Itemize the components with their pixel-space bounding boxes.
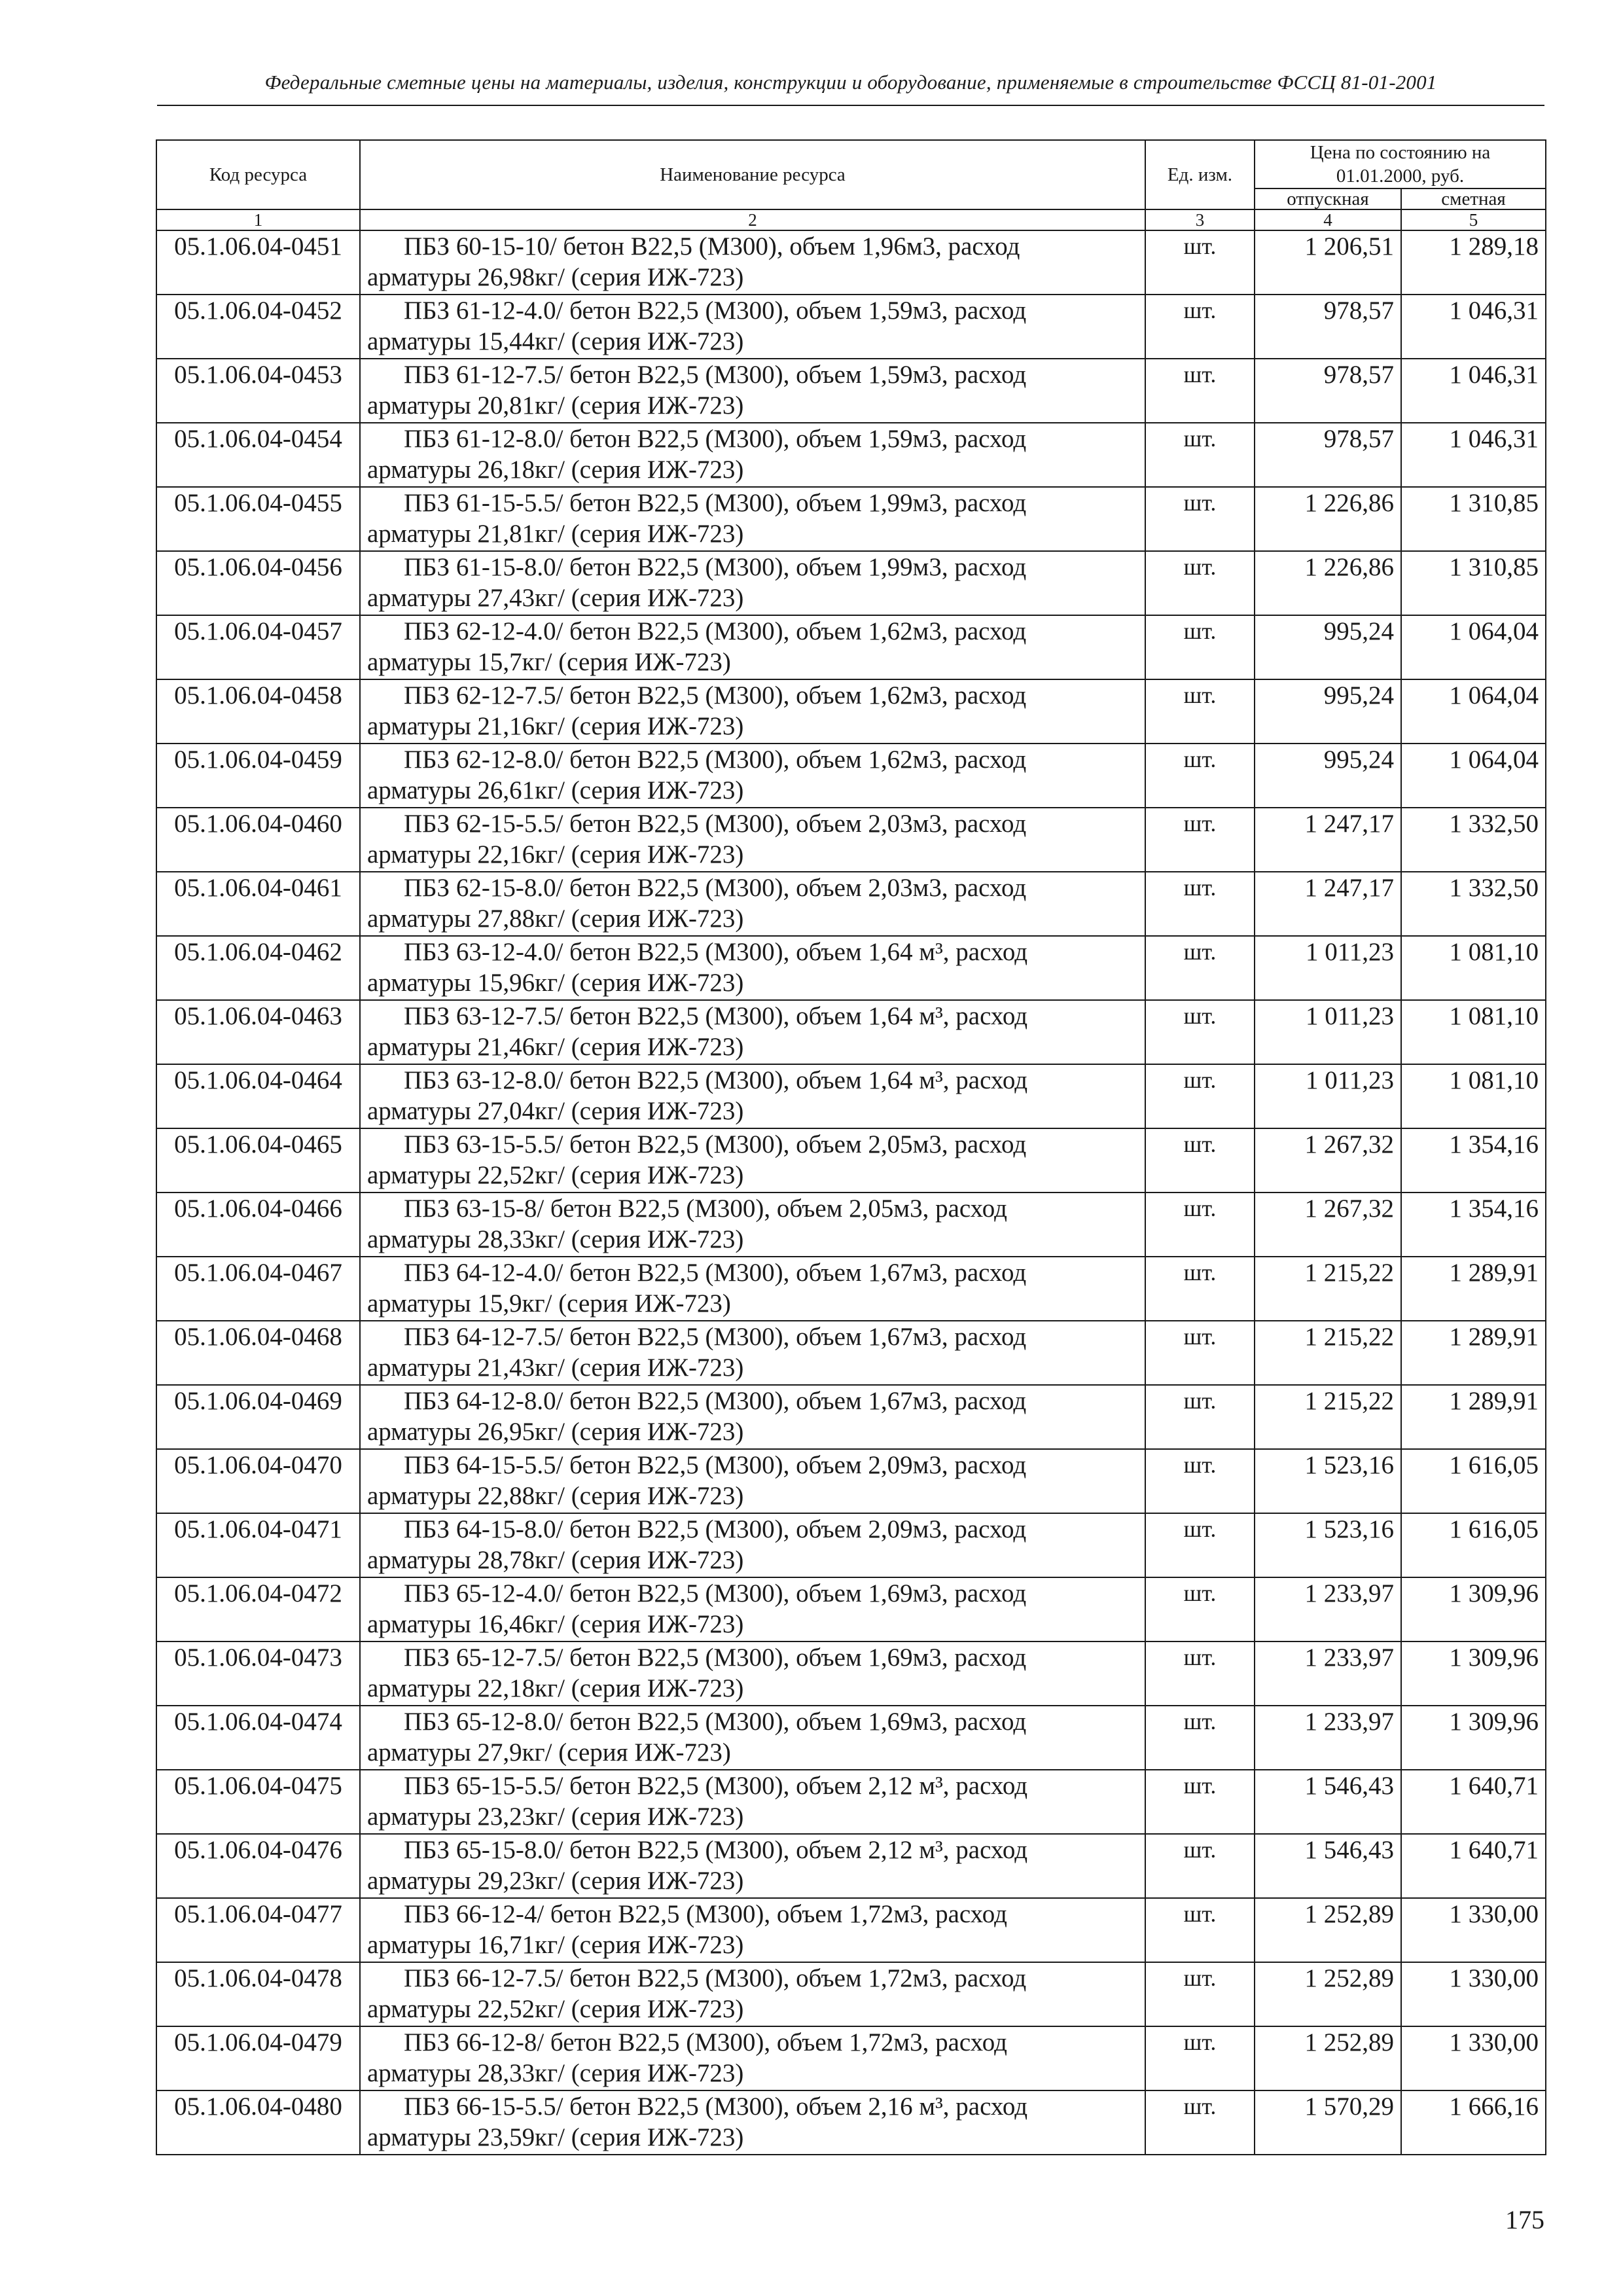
resource-code: 05.1.06.04-0468 [156,1321,360,1385]
column-number: 3 [1145,209,1255,230]
estimate-price: 1 354,16 [1401,1128,1546,1193]
resource-name [360,2026,1145,2090]
resource-name [360,1513,1145,1577]
unit: шт. [1145,1257,1255,1321]
resource-code: 05.1.06.04-0472 [156,1577,360,1641]
resource-name-line1: ПБЗ 64-15-8.0/ бетон В22,5 (М300), объем 2,09м3, расход [404,1515,1027,1543]
resource-code: 05.1.06.04-0460 [156,808,360,872]
unit: шт. [1145,1898,1255,1962]
release-price: 1 226,86 [1255,487,1401,551]
estimate-price: 1 616,05 [1401,1449,1546,1513]
estimate-price: 1 310,85 [1401,487,1546,551]
unit: шт. [1145,1706,1255,1770]
unit: шт. [1145,1962,1255,2026]
resource-name-line1: ПБЗ 62-12-4.0/ бетон В22,5 (М300), объем 1,62м3, расход [404,617,1027,645]
table-row [156,872,1546,936]
estimate-price: 1 064,04 [1401,615,1546,679]
release-price: 1 206,51 [1255,230,1401,295]
resource-code: 05.1.06.04-0465 [156,1128,360,1193]
unit: шт. [1145,1770,1255,1834]
unit: шт. [1145,679,1255,744]
estimate-price: 1 666,16 [1401,2090,1546,2155]
resource-code: 05.1.06.04-0475 [156,1770,360,1834]
resource-name [360,1321,1145,1385]
release-price: 978,57 [1255,359,1401,423]
resource-code: 05.1.06.04-0456 [156,551,360,615]
resource-name-line2: арматуры 21,16кг/ (серия ИЖ-723) [367,712,744,740]
estimate-price: 1 310,85 [1401,551,1546,615]
page-number: 175 [1505,2205,1544,2234]
resource-code: 05.1.06.04-0453 [156,359,360,423]
resource-name-line1: ПБЗ 66-12-8/ бетон В22,5 (М300), объем 1,72м3, расход [404,2028,1007,2056]
unit: шт. [1145,423,1255,487]
resource-name-line2: арматуры 22,88кг/ (серия ИЖ-723) [367,1482,744,1510]
estimate-price: 1 330,00 [1401,2026,1546,2090]
resource-code: 05.1.06.04-0480 [156,2090,360,2155]
table-row [156,359,1546,423]
release-price: 1 233,97 [1255,1706,1401,1770]
resource-name-line2: арматуры 27,04кг/ (серия ИЖ-723) [367,1097,744,1125]
release-price: 1 233,97 [1255,1641,1401,1706]
header-release-price: отпускная [1255,188,1401,209]
unit: шт. [1145,1385,1255,1449]
resource-name [360,1770,1145,1834]
resource-name [360,808,1145,872]
column-number: 1 [156,209,360,230]
table-row [156,1513,1546,1577]
resource-name-line1: ПБЗ 63-12-7.5/ бетон В22,5 (М300), объем 1,64 м³, расход [404,1002,1028,1030]
resource-code: 05.1.06.04-0477 [156,1898,360,1962]
estimate-price: 1 081,10 [1401,1064,1546,1128]
resource-code: 05.1.06.04-0462 [156,936,360,1000]
resource-name-line2: арматуры 16,71кг/ (серия ИЖ-723) [367,1931,744,1959]
table-row [156,1385,1546,1449]
table-row [156,1257,1546,1321]
unit: шт. [1145,1000,1255,1064]
resource-name-line1: ПБЗ 63-15-8/ бетон В22,5 (М300), объем 2,05м3, расход [404,1194,1007,1223]
estimate-price: 1 046,31 [1401,295,1546,359]
column-number: 5 [1401,209,1546,230]
resource-code: 05.1.06.04-0464 [156,1064,360,1128]
release-price: 1 011,23 [1255,1064,1401,1128]
estimate-price: 1 330,00 [1401,1898,1546,1962]
resource-name-line1: ПБЗ 63-12-8.0/ бетон В22,5 (М300), объем 1,64 м³, расход [404,1066,1028,1094]
resource-name-line2: арматуры 21,46кг/ (серия ИЖ-723) [367,1033,744,1061]
unit: шт. [1145,872,1255,936]
unit: шт. [1145,1641,1255,1706]
release-price: 1 247,17 [1255,872,1401,936]
release-price: 1 215,22 [1255,1257,1401,1321]
resource-name [360,295,1145,359]
table-row [156,1449,1546,1513]
estimate-price: 1 289,91 [1401,1385,1546,1449]
unit: шт. [1145,1321,1255,1385]
resource-name [360,1641,1145,1706]
resource-name-line2: арматуры 22,16кг/ (серия ИЖ-723) [367,840,744,869]
resource-name-line1: ПБЗ 64-12-4.0/ бетон В22,5 (М300), объем 1,67м3, расход [404,1259,1027,1287]
estimate-price: 1 640,71 [1401,1770,1546,1834]
column-number: 2 [360,209,1145,230]
unit: шт. [1145,808,1255,872]
table-row [156,1770,1546,1834]
resource-name-line1: ПБЗ 62-15-5.5/ бетон В22,5 (М300), объем 2,03м3, расход [404,810,1027,838]
resource-name [360,615,1145,679]
resource-name-line2: арматуры 28,33кг/ (серия ИЖ-723) [367,1225,744,1253]
table-header [156,140,1546,230]
unit: шт. [1145,1513,1255,1577]
price-table [156,139,1546,2155]
table-row [156,1128,1546,1193]
resource-name-line2: арматуры 22,18кг/ (серия ИЖ-723) [367,1674,744,1702]
resource-name [360,1385,1145,1449]
estimate-price: 1 354,16 [1401,1193,1546,1257]
resource-name-line2: арматуры 20,81кг/ (серия ИЖ-723) [367,391,744,420]
unit: шт. [1145,1577,1255,1641]
resource-name-line1: ПБЗ 64-12-8.0/ бетон В22,5 (М300), объем 1,67м3, расход [404,1387,1027,1415]
unit: шт. [1145,1834,1255,1898]
resource-code: 05.1.06.04-0458 [156,679,360,744]
resource-code: 05.1.06.04-0471 [156,1513,360,1577]
table-row [156,230,1546,295]
resource-code: 05.1.06.04-0466 [156,1193,360,1257]
table-row [156,1834,1546,1898]
resource-name [360,1064,1145,1128]
resource-name-line2: арматуры 22,52кг/ (серия ИЖ-723) [367,1161,744,1189]
release-price: 1 252,89 [1255,2026,1401,2090]
resource-name [360,1128,1145,1193]
table-body [156,230,1546,2155]
release-price: 1 267,32 [1255,1193,1401,1257]
resource-name-line2: арматуры 28,33кг/ (серия ИЖ-723) [367,2059,744,2087]
estimate-price: 1 289,91 [1401,1257,1546,1321]
resource-name [360,872,1145,936]
resource-code: 05.1.06.04-0479 [156,2026,360,2090]
header-estimate-price: сметная [1401,188,1546,209]
release-price: 1 011,23 [1255,936,1401,1000]
table-row [156,615,1546,679]
resource-name [360,551,1145,615]
resource-name-line2: арматуры 22,52кг/ (серия ИЖ-723) [367,1995,744,2023]
release-price: 1 252,89 [1255,1962,1401,2026]
table-row [156,936,1546,1000]
table-row [156,2026,1546,2090]
resource-name-line2: арматуры 15,9кг/ (серия ИЖ-723) [367,1289,731,1318]
resource-name-line2: арматуры 26,18кг/ (серия ИЖ-723) [367,456,744,484]
unit: шт. [1145,487,1255,551]
resource-name-line2: арматуры 29,23кг/ (серия ИЖ-723) [367,1867,744,1895]
table-row [156,1321,1546,1385]
release-price: 978,57 [1255,423,1401,487]
resource-code: 05.1.06.04-0478 [156,1962,360,2026]
estimate-price: 1 064,04 [1401,679,1546,744]
resource-code: 05.1.06.04-0461 [156,872,360,936]
unit: шт. [1145,744,1255,808]
estimate-price: 1 064,04 [1401,744,1546,808]
table-row [156,423,1546,487]
release-price: 1 215,22 [1255,1385,1401,1449]
resource-name [360,679,1145,744]
table-row [156,1641,1546,1706]
resource-code: 05.1.06.04-0454 [156,423,360,487]
header-code: Код ресурса [156,140,360,209]
estimate-price: 1 332,50 [1401,872,1546,936]
resource-code: 05.1.06.04-0469 [156,1385,360,1449]
resource-name-line1: ПБЗ 66-12-7.5/ бетон В22,5 (М300), объем 1,72м3, расход [404,1964,1027,1992]
release-price: 978,57 [1255,295,1401,359]
estimate-price: 1 309,96 [1401,1577,1546,1641]
table-row [156,487,1546,551]
resource-name-line1: ПБЗ 61-12-7.5/ бетон В22,5 (М300), объем 1,59м3, расход [404,361,1027,389]
estimate-price: 1 309,96 [1401,1641,1546,1706]
resource-code: 05.1.06.04-0476 [156,1834,360,1898]
estimate-price: 1 289,91 [1401,1321,1546,1385]
resource-name-line1: ПБЗ 66-12-4/ бетон В22,5 (М300), объем 1,72м3, расход [404,1900,1007,1928]
resource-name-line2: арматуры 15,44кг/ (серия ИЖ-723) [367,327,744,355]
resource-name [360,936,1145,1000]
unit: шт. [1145,2026,1255,2090]
table-row [156,679,1546,744]
release-price: 1 011,23 [1255,1000,1401,1064]
resource-code: 05.1.06.04-0474 [156,1706,360,1770]
resource-name-line2: арматуры 21,43кг/ (серия ИЖ-723) [367,1354,744,1382]
estimate-price: 1 616,05 [1401,1513,1546,1577]
unit: шт. [1145,615,1255,679]
resource-name [360,2090,1145,2155]
resource-name-line2: арматуры 27,9кг/ (серия ИЖ-723) [367,1738,731,1767]
unit: шт. [1145,359,1255,423]
unit: шт. [1145,1128,1255,1193]
estimate-price: 1 640,71 [1401,1834,1546,1898]
release-price: 1 247,17 [1255,808,1401,872]
resource-code: 05.1.06.04-0463 [156,1000,360,1064]
running-header: Федеральные сметные цены на материалы, изделия, конструкции и оборудование, применяемые в строительстве ФССЦ 81-01-2001 [264,71,1437,94]
resource-name-line2: арматуры 26,61кг/ (серия ИЖ-723) [367,776,744,804]
resource-code: 05.1.06.04-0452 [156,295,360,359]
resource-name [360,744,1145,808]
resource-name-line2: арматуры 28,78кг/ (серия ИЖ-723) [367,1546,744,1574]
release-price: 1 546,43 [1255,1770,1401,1834]
resource-name-line1: ПБЗ 60-15-10/ бетон В22,5 (М300), объем 1,96м3, расход [404,232,1020,260]
resource-name [360,1962,1145,2026]
resource-name-line2: арматуры 23,23кг/ (серия ИЖ-723) [367,1803,744,1831]
resource-name-line2: арматуры 26,98кг/ (серия ИЖ-723) [367,263,744,291]
estimate-price: 1 046,31 [1401,423,1546,487]
resource-name [360,1577,1145,1641]
resource-name [360,1449,1145,1513]
resource-name-line1: ПБЗ 63-12-4.0/ бетон В22,5 (М300), объем 1,64 м³, расход [404,938,1028,966]
resource-name [360,1257,1145,1321]
resource-name-line2: арматуры 26,95кг/ (серия ИЖ-723) [367,1418,744,1446]
header-name: Наименование ресурса [360,140,1145,209]
resource-name-line1: ПБЗ 62-12-8.0/ бетон В22,5 (М300), объем 1,62м3, расход [404,745,1027,774]
release-price: 1 215,22 [1255,1321,1401,1385]
header-price-group: Цена по состоянию на 01.01.2000, руб. [1255,140,1546,188]
release-price: 1 267,32 [1255,1128,1401,1193]
resource-name [360,1834,1145,1898]
resource-name-line1: ПБЗ 61-15-8.0/ бетон В22,5 (М300), объем 1,99м3, расход [404,553,1027,581]
header-unit: Ед. изм. [1145,140,1255,209]
release-price: 995,24 [1255,615,1401,679]
release-price: 1 252,89 [1255,1898,1401,1962]
resource-name-line1: ПБЗ 61-12-8.0/ бетон В22,5 (М300), объем 1,59м3, расход [404,425,1027,453]
resource-code: 05.1.06.04-0467 [156,1257,360,1321]
resource-name [360,423,1145,487]
table-row [156,1577,1546,1641]
resource-name-line2: арматуры 23,59кг/ (серия ИЖ-723) [367,2123,744,2151]
estimate-price: 1 046,31 [1401,359,1546,423]
estimate-price: 1 330,00 [1401,1962,1546,2026]
estimate-price: 1 309,96 [1401,1706,1546,1770]
unit: шт. [1145,1064,1255,1128]
release-price: 995,24 [1255,679,1401,744]
estimate-price: 1 289,18 [1401,230,1546,295]
resource-name [360,1000,1145,1064]
unit: шт. [1145,295,1255,359]
resource-name-line2: арматуры 27,88кг/ (серия ИЖ-723) [367,905,744,933]
resource-name-line1: ПБЗ 62-15-8.0/ бетон В22,5 (М300), объем 2,03м3, расход [404,874,1027,902]
resource-name [360,230,1145,295]
resource-name-line1: ПБЗ 61-15-5.5/ бетон В22,5 (М300), объем 1,99м3, расход [404,489,1027,517]
resource-name-line2: арматуры 21,81кг/ (серия ИЖ-723) [367,520,744,548]
table-row [156,1962,1546,2026]
release-price: 1 546,43 [1255,1834,1401,1898]
table-row [156,551,1546,615]
release-price: 995,24 [1255,744,1401,808]
resource-name-line1: ПБЗ 66-15-5.5/ бетон В22,5 (М300), объем 2,16 м³, расход [404,2092,1028,2121]
resource-code: 05.1.06.04-0459 [156,744,360,808]
resource-name [360,359,1145,423]
resource-name [360,1706,1145,1770]
estimate-price: 1 332,50 [1401,808,1546,872]
table-row [156,1193,1546,1257]
table-row [156,1064,1546,1128]
resource-name [360,1898,1145,1962]
resource-name-line1: ПБЗ 63-15-5.5/ бетон В22,5 (М300), объем 2,05м3, расход [404,1130,1027,1158]
resource-name-line1: ПБЗ 65-12-4.0/ бетон В22,5 (М300), объем 1,69м3, расход [404,1579,1027,1607]
release-price: 1 233,97 [1255,1577,1401,1641]
resource-name-line1: ПБЗ 64-12-7.5/ бетон В22,5 (М300), объем 1,67м3, расход [404,1323,1027,1351]
resource-code: 05.1.06.04-0455 [156,487,360,551]
estimate-price: 1 081,10 [1401,1000,1546,1064]
column-number: 4 [1255,209,1401,230]
resource-name-line1: ПБЗ 65-12-7.5/ бетон В22,5 (М300), объем 1,69м3, расход [404,1643,1027,1672]
unit: шт. [1145,230,1255,295]
resource-name-line1: ПБЗ 65-12-8.0/ бетон В22,5 (М300), объем 1,69м3, расход [404,1708,1027,1736]
resource-name-line1: ПБЗ 64-15-5.5/ бетон В22,5 (М300), объем 2,09м3, расход [404,1451,1027,1479]
resource-code: 05.1.06.04-0473 [156,1641,360,1706]
table-row [156,744,1546,808]
table-row [156,1000,1546,1064]
resource-name-line2: арматуры 16,46кг/ (серия ИЖ-723) [367,1610,744,1638]
resource-code: 05.1.06.04-0457 [156,615,360,679]
estimate-price: 1 081,10 [1401,936,1546,1000]
release-price: 1 523,16 [1255,1513,1401,1577]
resource-name-line1: ПБЗ 61-12-4.0/ бетон В22,5 (М300), объем 1,59м3, расход [404,296,1027,325]
resource-name-line1: ПБЗ 65-15-8.0/ бетон В22,5 (М300), объем 2,12 м³, расход [404,1836,1028,1864]
resource-code: 05.1.06.04-0451 [156,230,360,295]
resource-name-line2: арматуры 15,7кг/ (серия ИЖ-723) [367,648,731,676]
table-row [156,808,1546,872]
resource-name [360,1193,1145,1257]
unit: шт. [1145,1193,1255,1257]
table-row [156,295,1546,359]
resource-name [360,487,1145,551]
release-price: 1 226,86 [1255,551,1401,615]
resource-code: 05.1.06.04-0470 [156,1449,360,1513]
unit: шт. [1145,936,1255,1000]
table-row [156,1706,1546,1770]
release-price: 1 570,29 [1255,2090,1401,2155]
release-price: 1 523,16 [1255,1449,1401,1513]
resource-name-line1: ПБЗ 65-15-5.5/ бетон В22,5 (М300), объем 2,12 м³, расход [404,1772,1028,1800]
header-rule [157,105,1544,106]
table-row [156,2090,1546,2155]
table-row [156,1898,1546,1962]
resource-name-line2: арматуры 27,43кг/ (серия ИЖ-723) [367,584,744,612]
resource-name-line2: арматуры 15,96кг/ (серия ИЖ-723) [367,969,744,997]
unit: шт. [1145,551,1255,615]
unit: шт. [1145,1449,1255,1513]
unit: шт. [1145,2090,1255,2155]
resource-name-line1: ПБЗ 62-12-7.5/ бетон В22,5 (М300), объем 1,62м3, расход [404,681,1027,709]
